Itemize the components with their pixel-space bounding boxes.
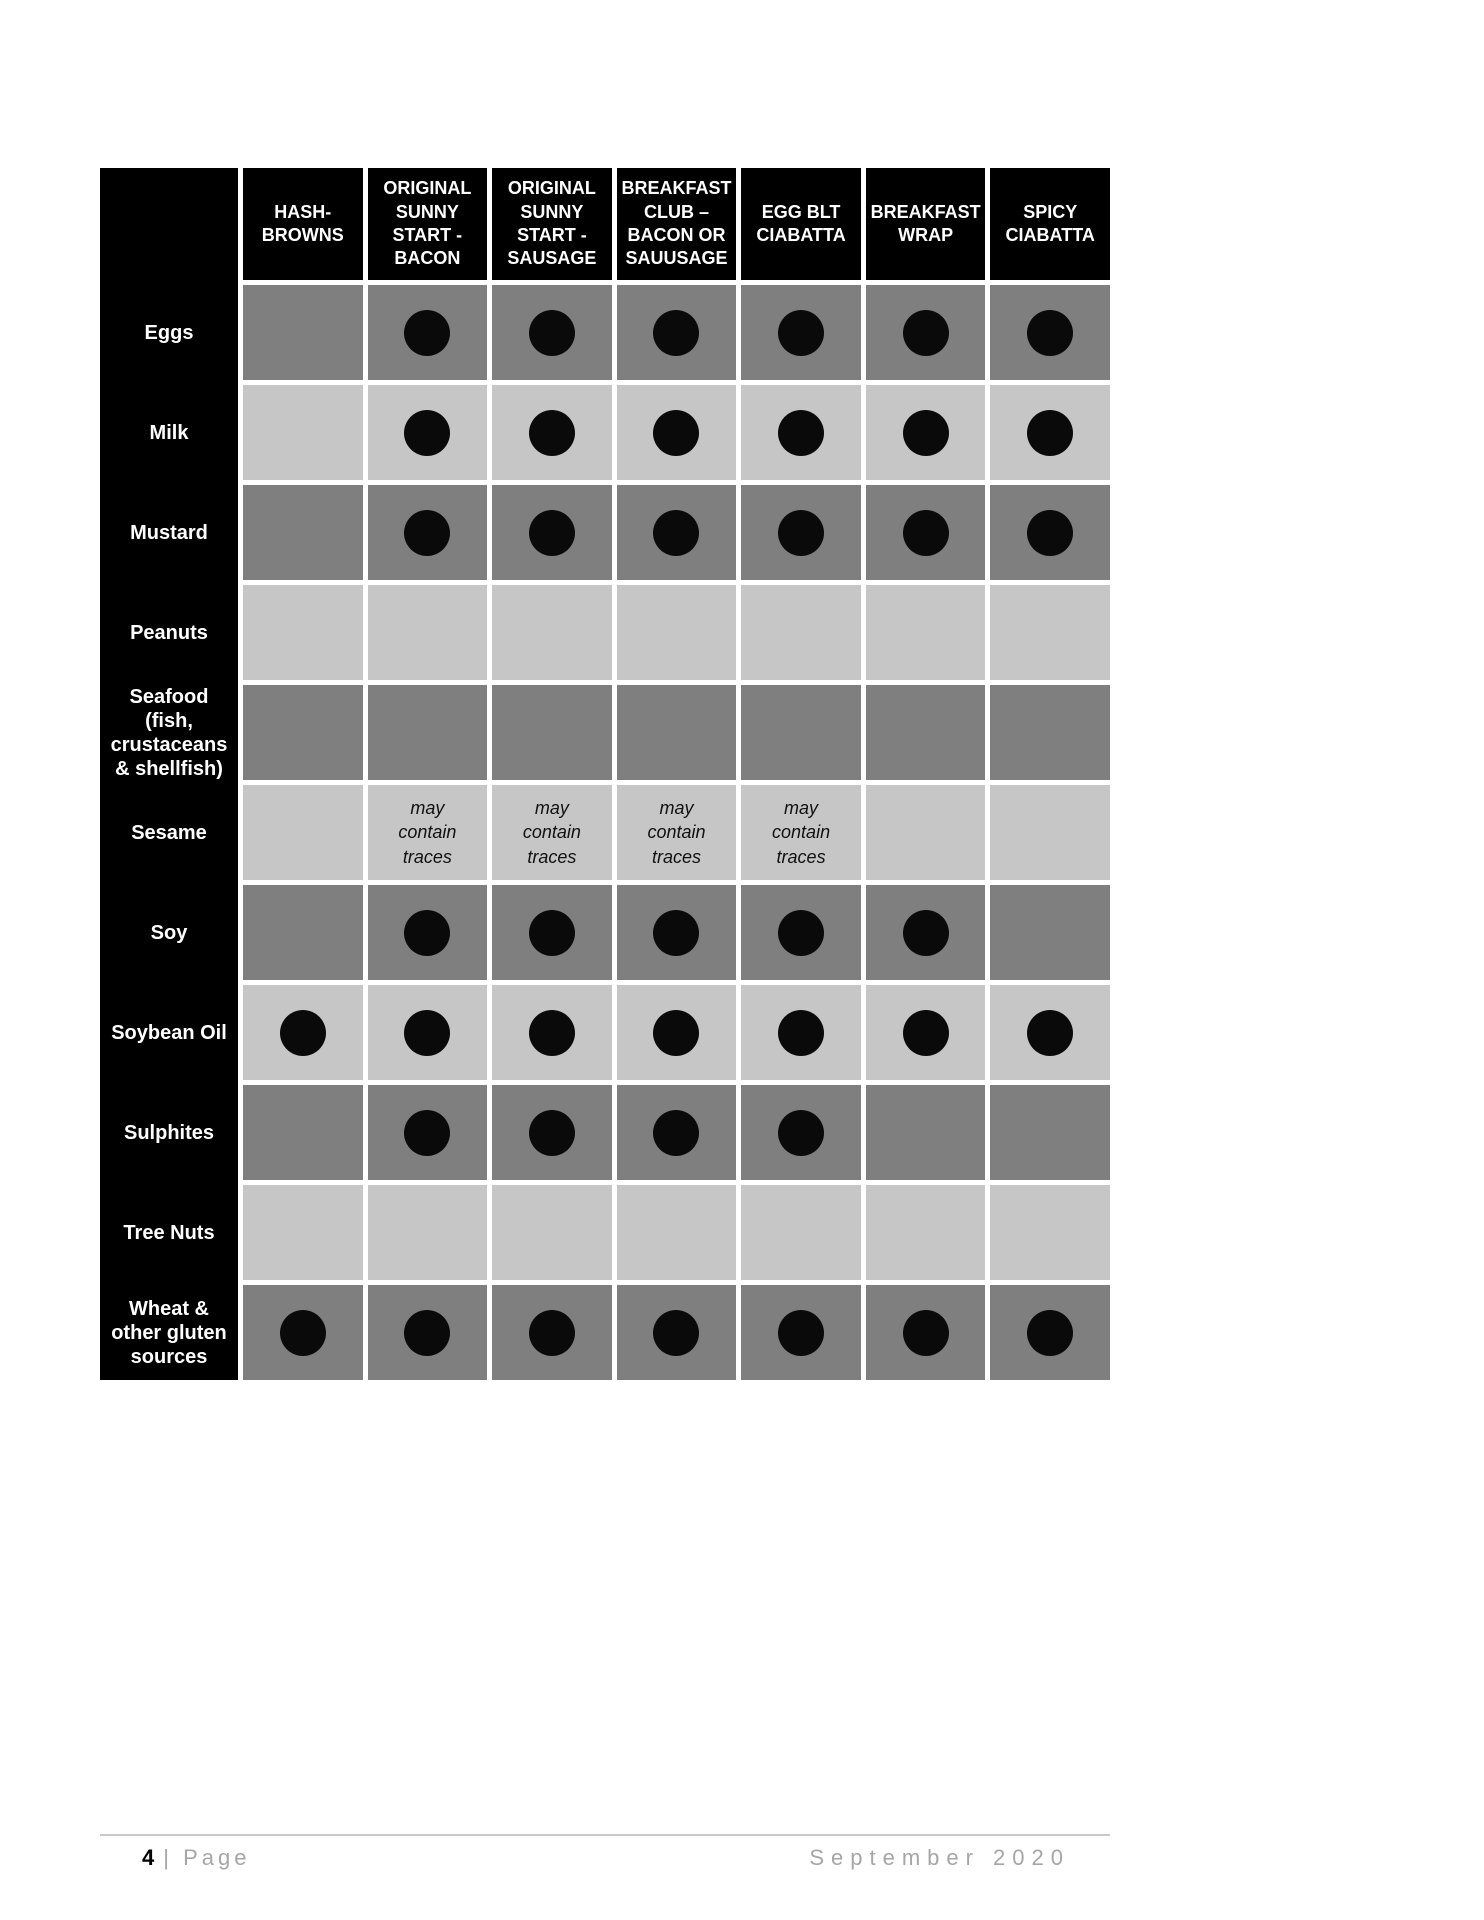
allergen-cell — [243, 885, 363, 980]
allergen-present-dot-icon — [404, 310, 450, 356]
allergen-cell — [617, 285, 737, 380]
allergen-cell — [990, 1285, 1110, 1380]
row-label: Mustard — [100, 485, 238, 580]
allergen-cell — [990, 585, 1110, 680]
row-label: Sesame — [100, 785, 238, 880]
column-header: BREAKFAST CLUB – BACON OR SAUUSAGE — [617, 168, 737, 280]
allergen-present-dot-icon — [778, 1110, 824, 1156]
allergen-present-dot-icon — [1027, 410, 1073, 456]
allergen-present-dot-icon — [529, 1110, 575, 1156]
allergen-cell — [492, 585, 612, 680]
allergen-present-dot-icon — [778, 1010, 824, 1056]
page-footer — [100, 1834, 1110, 1871]
allergen-cell — [990, 685, 1110, 780]
allergen-cell — [990, 785, 1110, 880]
allergen-cell — [866, 685, 986, 780]
allergen-cell — [866, 1085, 986, 1180]
allergen-present-dot-icon — [778, 410, 824, 456]
footer-date: September 2020 — [809, 1845, 1070, 1870]
allergen-present-dot-icon — [653, 410, 699, 456]
allergen-present-dot-icon — [529, 910, 575, 956]
column-header: EGG BLT CIABATTA — [741, 168, 861, 280]
allergen-present-dot-icon — [903, 510, 949, 556]
allergen-present-dot-icon — [903, 310, 949, 356]
allergen-cell — [243, 1185, 363, 1280]
allergen-cell — [617, 685, 737, 780]
allergen-cell — [617, 385, 737, 480]
column-header: SPICY CIABATTA — [990, 168, 1110, 280]
allergen-cell — [741, 485, 861, 580]
allergen-cell — [492, 1285, 612, 1380]
allergen-cell — [243, 285, 363, 380]
allergen-present-dot-icon — [404, 1310, 450, 1356]
allergen-present-dot-icon — [653, 510, 699, 556]
allergen-cell — [492, 985, 612, 1080]
row-label: Sulphites — [100, 1085, 238, 1180]
allergen-present-dot-icon — [778, 910, 824, 956]
allergen-present-dot-icon — [529, 510, 575, 556]
allergen-cell — [990, 1085, 1110, 1180]
allergen-cell — [866, 1185, 986, 1280]
footer-page-indicator — [100, 1845, 250, 1871]
allergen-present-dot-icon — [653, 1110, 699, 1156]
allergen-cell — [866, 385, 986, 480]
allergen-cell — [866, 485, 986, 580]
allergen-present-dot-icon — [903, 910, 949, 956]
allergen-present-dot-icon — [1027, 310, 1073, 356]
allergen-cell — [492, 1085, 612, 1180]
allergen-cell — [866, 285, 986, 380]
allergen-cell — [243, 385, 363, 480]
allergen-present-dot-icon — [1027, 1310, 1073, 1356]
allergen-present-dot-icon — [529, 1310, 575, 1356]
allergen-cell — [741, 1185, 861, 1280]
allergen-cell — [617, 585, 737, 680]
allergen-cell — [990, 985, 1110, 1080]
allergen-cell — [243, 585, 363, 680]
allergen-cell — [741, 985, 861, 1080]
footer-page-label: | Page — [163, 1845, 251, 1870]
column-header: BREAKFAST WRAP — [866, 168, 986, 280]
allergen-present-dot-icon — [653, 910, 699, 956]
allergen-cell — [617, 885, 737, 980]
allergen-present-dot-icon — [404, 510, 450, 556]
allergen-present-dot-icon — [903, 410, 949, 456]
column-header: ORIGINAL SUNNY START - SAUSAGE — [492, 168, 612, 280]
row-label: Tree Nuts — [100, 1185, 238, 1280]
row-label: Milk — [100, 385, 238, 480]
allergen-cell — [368, 585, 488, 680]
allergen-cell — [990, 285, 1110, 380]
allergen-present-dot-icon — [280, 1010, 326, 1056]
allergen-cell — [243, 985, 363, 1080]
allergen-cell — [990, 485, 1110, 580]
allergen-table — [100, 168, 1110, 1380]
allergen-present-dot-icon — [529, 1010, 575, 1056]
allergen-cell — [368, 485, 488, 580]
allergen-cell — [617, 785, 737, 880]
allergen-present-dot-icon — [404, 910, 450, 956]
allergen-cell — [866, 785, 986, 880]
allergen-present-dot-icon — [903, 1310, 949, 1356]
allergen-cell — [492, 1185, 612, 1280]
allergen-cell — [368, 285, 488, 380]
allergen-cell — [368, 885, 488, 980]
allergen-cell — [243, 1085, 363, 1180]
allergen-present-dot-icon — [529, 410, 575, 456]
row-label: Soybean Oil — [100, 985, 238, 1080]
row-label: Seafood (fish, crustaceans & shellfish) — [100, 685, 238, 780]
footer-page-number: 4 — [142, 1845, 158, 1870]
allergen-cell — [741, 1085, 861, 1180]
allergen-cell — [741, 685, 861, 780]
may-contain-traces-note: may contain traces — [398, 798, 457, 867]
row-label: Peanuts — [100, 585, 238, 680]
allergen-cell — [492, 885, 612, 980]
allergen-cell — [741, 885, 861, 980]
allergen-cell — [368, 985, 488, 1080]
allergen-cell — [866, 585, 986, 680]
allergen-present-dot-icon — [778, 310, 824, 356]
allergen-cell — [741, 1285, 861, 1380]
allergen-cell — [492, 685, 612, 780]
allergen-present-dot-icon — [653, 1010, 699, 1056]
may-contain-traces-note: may contain traces — [647, 798, 706, 867]
allergen-cell — [990, 885, 1110, 980]
allergen-present-dot-icon — [404, 1010, 450, 1056]
allergen-cell — [368, 385, 488, 480]
allergen-cell — [243, 685, 363, 780]
allergen-cell — [368, 1085, 488, 1180]
allergen-cell — [617, 1085, 737, 1180]
row-label: Soy — [100, 885, 238, 980]
allergen-cell — [492, 285, 612, 380]
allergen-cell — [243, 785, 363, 880]
allergen-cell — [741, 285, 861, 380]
allergen-present-dot-icon — [778, 1310, 824, 1356]
allergen-present-dot-icon — [653, 310, 699, 356]
allergen-cell — [617, 1285, 737, 1380]
allergen-present-dot-icon — [1027, 510, 1073, 556]
allergen-present-dot-icon — [404, 410, 450, 456]
allergen-present-dot-icon — [653, 1310, 699, 1356]
may-contain-traces-note: may contain traces — [522, 798, 581, 867]
allergen-cell — [741, 385, 861, 480]
allergen-cell — [617, 485, 737, 580]
allergen-present-dot-icon — [903, 1010, 949, 1056]
allergen-cell — [741, 585, 861, 680]
allergen-present-dot-icon — [280, 1310, 326, 1356]
allergen-cell — [368, 785, 488, 880]
column-header: ORIGINAL SUNNY START - BACON — [368, 168, 488, 280]
row-label: Wheat & other gluten sources — [100, 1285, 238, 1380]
allergen-cell — [990, 385, 1110, 480]
allergen-cell — [368, 685, 488, 780]
allergen-cell — [741, 785, 861, 880]
allergen-cell — [368, 1185, 488, 1280]
allergen-cell — [492, 485, 612, 580]
allergen-cell — [866, 985, 986, 1080]
column-header: HASH-BROWNS — [243, 168, 363, 280]
allergen-cell — [368, 1285, 488, 1380]
allergen-present-dot-icon — [778, 510, 824, 556]
allergen-present-dot-icon — [1027, 1010, 1073, 1056]
allergen-present-dot-icon — [404, 1110, 450, 1156]
row-label: Eggs — [100, 285, 238, 380]
may-contain-traces-note: may contain traces — [772, 798, 831, 867]
allergen-cell — [492, 785, 612, 880]
table-corner-cell — [100, 168, 238, 280]
allergen-cell — [243, 485, 363, 580]
allergen-cell — [866, 1285, 986, 1380]
allergen-cell — [617, 1185, 737, 1280]
allergen-cell — [990, 1185, 1110, 1280]
allergen-cell — [243, 1285, 363, 1380]
allergen-cell — [492, 385, 612, 480]
allergen-present-dot-icon — [529, 310, 575, 356]
allergen-cell — [866, 885, 986, 980]
allergen-cell — [617, 985, 737, 1080]
